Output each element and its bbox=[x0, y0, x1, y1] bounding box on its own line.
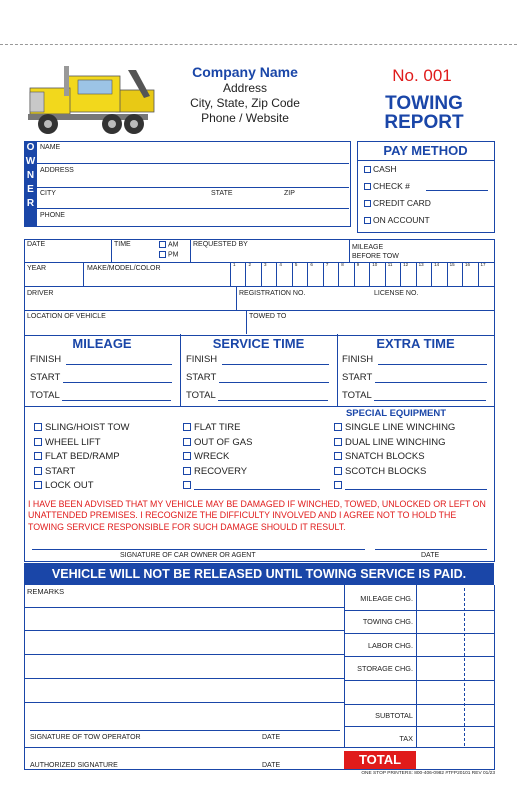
vin-cell[interactable] bbox=[230, 262, 245, 286]
service-checkbox[interactable] bbox=[334, 452, 342, 460]
make-model-label: MAKE/MODEL/COLOR bbox=[87, 265, 161, 272]
registration-label: REGISTRATION NO. bbox=[239, 290, 306, 297]
service-label: RECOVERY bbox=[194, 465, 248, 477]
service-option[interactable] bbox=[334, 451, 425, 462]
mileage-section-title: MILEAGE bbox=[72, 336, 132, 351]
company-phone: Phone / Website bbox=[201, 111, 289, 125]
vin-cell[interactable] bbox=[323, 262, 338, 286]
pay-account[interactable] bbox=[364, 215, 430, 225]
owner-signature-label: SIGNATURE OF CAR OWNER OR AGENT bbox=[120, 552, 256, 559]
vin-cell[interactable] bbox=[416, 262, 431, 286]
vin-number: 3 bbox=[263, 262, 267, 267]
service-label: START bbox=[45, 465, 76, 477]
authorized-date-label: DATE bbox=[262, 762, 281, 769]
owner-state-label: STATE bbox=[211, 190, 233, 197]
blank-checkbox[interactable] bbox=[183, 481, 191, 489]
service-label: SNATCH BLOCKS bbox=[345, 451, 425, 462]
form-title-line1: TOWING bbox=[385, 93, 463, 114]
company-name: Company Name bbox=[192, 64, 298, 80]
vin-cell[interactable] bbox=[385, 262, 400, 286]
service-option[interactable] bbox=[183, 437, 252, 448]
tow-truck-image bbox=[24, 62, 158, 140]
service-option[interactable] bbox=[183, 466, 247, 477]
company-address: Address bbox=[222, 81, 268, 95]
vin-number: 8 bbox=[341, 262, 344, 267]
total-field[interactable]: TOTAL bbox=[342, 390, 372, 401]
total-label: TOTAL bbox=[344, 751, 416, 769]
remarks-label: REMARKS bbox=[27, 587, 65, 596]
vin-cell[interactable] bbox=[307, 262, 322, 286]
requested-by-label: REQUESTED BY bbox=[193, 241, 248, 248]
perforation-line bbox=[0, 44, 517, 45]
vin-number: 5 bbox=[294, 262, 298, 267]
storage-charge-label: STORAGE CHG. bbox=[357, 664, 413, 673]
service-label: DUAL LINE WINCHING bbox=[345, 436, 446, 448]
service-label: OUT OF GAS bbox=[194, 436, 253, 448]
service-checkbox[interactable] bbox=[334, 438, 342, 446]
labor-charge-label: LABOR CHG. bbox=[367, 641, 413, 650]
extra-time-title: EXTRA TIME bbox=[376, 336, 455, 351]
start-field[interactable]: START bbox=[186, 372, 217, 383]
tax-charge-label: TAX bbox=[399, 734, 413, 743]
vin-number: 17 bbox=[480, 262, 486, 267]
vin-number: 1 bbox=[233, 262, 236, 267]
before-tow-text: BEFORE TOW bbox=[352, 253, 399, 260]
check-checkbox[interactable] bbox=[364, 183, 371, 190]
service-checkbox[interactable] bbox=[34, 438, 42, 446]
service-checkbox[interactable] bbox=[334, 423, 342, 431]
service-label: SLING/HOIST TOW bbox=[45, 422, 130, 433]
owner-phone-label: PHONE bbox=[40, 212, 65, 219]
service-label: WRECK bbox=[194, 451, 230, 462]
owner-letter: E bbox=[27, 184, 34, 195]
service-option[interactable] bbox=[183, 422, 240, 433]
service-option[interactable] bbox=[34, 422, 129, 433]
authorized-signature-label: AUTHORIZED SIGNATURE bbox=[30, 762, 118, 769]
service-checkbox[interactable] bbox=[334, 467, 342, 475]
service-checkbox[interactable] bbox=[183, 452, 191, 460]
mileage-before-label bbox=[352, 243, 399, 261]
service-label: SCOTCH BLOCKS bbox=[345, 465, 427, 477]
vin-number: 15 bbox=[449, 262, 455, 267]
vin-number: 12 bbox=[403, 262, 409, 267]
owner-letter: O bbox=[26, 142, 35, 153]
vin-number: 2 bbox=[248, 262, 251, 267]
vin-number: 7 bbox=[325, 262, 329, 267]
service-label: FLAT TIRE bbox=[194, 422, 241, 433]
vin-number: 10 bbox=[372, 262, 378, 267]
finish-field[interactable]: FINISH bbox=[30, 354, 62, 365]
service-checkbox[interactable] bbox=[183, 423, 191, 431]
license-label: LICENSE NO. bbox=[374, 290, 419, 297]
owner-city-label: CITY bbox=[40, 190, 56, 197]
check-label: CHECK # bbox=[373, 181, 410, 191]
service-checkbox[interactable] bbox=[183, 438, 191, 446]
owner-address-label: ADDRESS bbox=[40, 167, 74, 174]
owner-date-label: DATE bbox=[421, 552, 440, 559]
vin-grid bbox=[230, 262, 493, 286]
date-label: DATE bbox=[27, 241, 46, 248]
vin-cell[interactable] bbox=[478, 262, 493, 286]
owner-zip-label: ZIP bbox=[284, 190, 295, 197]
vin-number: 6 bbox=[310, 262, 313, 267]
disclaimer-text: I HAVE BEEN ADVISED THAT MY VEHICLE MAY BE DAMAGED IF WINCHED, TOWED, UNLOCKED OR LEFT ON UNATTENDED PREMISES. I RECOGNIZE THE DIFFICULTY INVOLVED AND I AGREE NOT TO HOLD THE TOWING SERVICE RESPONSIBLE FOR SUCH DAMAGE SHOULD IT RESULT. bbox=[28, 499, 486, 532]
vin-cell[interactable] bbox=[354, 262, 369, 286]
vin-number: 11 bbox=[387, 262, 393, 267]
form-number: No. 001 bbox=[392, 66, 452, 85]
service-checkbox[interactable] bbox=[34, 467, 42, 475]
service-checkbox[interactable] bbox=[34, 423, 42, 431]
finish-field[interactable]: FINISH bbox=[342, 354, 374, 365]
vin-cell[interactable] bbox=[261, 262, 276, 286]
pay-check[interactable] bbox=[364, 181, 410, 191]
towing-charge-label: TOWING CHG. bbox=[362, 617, 413, 626]
form-title bbox=[362, 94, 486, 132]
pm-option[interactable] bbox=[159, 251, 179, 258]
service-option[interactable] bbox=[34, 466, 75, 477]
service-option[interactable] bbox=[334, 422, 455, 433]
owner-letter: N bbox=[26, 170, 35, 181]
pay-credit[interactable] bbox=[364, 198, 431, 208]
vin-cell[interactable] bbox=[369, 262, 384, 286]
form-title-line2: REPORT bbox=[384, 112, 464, 133]
pay-cash[interactable] bbox=[364, 164, 397, 174]
mileage-text: MILEAGE bbox=[352, 244, 384, 251]
service-option[interactable] bbox=[334, 437, 445, 448]
operator-signature-label: SIGNATURE OF TOW OPERATOR bbox=[30, 734, 141, 741]
service-option[interactable] bbox=[34, 480, 94, 491]
service-checkbox[interactable] bbox=[34, 452, 42, 460]
location-label: LOCATION OF VEHICLE bbox=[27, 313, 106, 320]
service-label: SINGLE LINE WINCHING bbox=[345, 422, 456, 433]
vin-cell[interactable] bbox=[447, 262, 462, 286]
vin-number: 14 bbox=[434, 262, 440, 267]
owner-letter: W bbox=[25, 156, 36, 167]
company-block bbox=[170, 64, 320, 125]
vin-number: 4 bbox=[279, 262, 282, 267]
cash-label: CASH bbox=[373, 164, 397, 174]
owner-vertical-label bbox=[24, 141, 37, 226]
time-label: TIME bbox=[114, 241, 131, 248]
vin-cell[interactable] bbox=[400, 262, 415, 286]
service-checkbox[interactable] bbox=[34, 481, 42, 489]
vin-cell[interactable] bbox=[276, 262, 291, 286]
company-city: City, State, Zip Code bbox=[190, 96, 300, 110]
am-label: AM bbox=[168, 241, 179, 249]
vin-number: 13 bbox=[418, 262, 424, 267]
service-label: LOCK OUT bbox=[45, 480, 94, 491]
blank-option[interactable] bbox=[183, 480, 194, 491]
pay-method-title: PAY METHOD bbox=[383, 143, 468, 158]
vin-cell[interactable] bbox=[245, 262, 260, 286]
operator-date-label: DATE bbox=[262, 734, 281, 741]
mileage-charge-label: MILEAGE CHG. bbox=[360, 594, 413, 603]
service-option[interactable] bbox=[334, 466, 426, 477]
finish-field[interactable]: FINISH bbox=[186, 354, 218, 365]
account-label: ON ACCOUNT bbox=[373, 215, 430, 225]
total-field[interactable]: TOTAL bbox=[186, 390, 216, 401]
account-checkbox[interactable] bbox=[364, 217, 371, 224]
credit-checkbox[interactable] bbox=[364, 200, 371, 207]
pm-label: PM bbox=[168, 251, 179, 259]
service-label: WHEEL LIFT bbox=[45, 436, 101, 448]
vin-number: 9 bbox=[356, 262, 360, 267]
driver-label: DRIVER bbox=[27, 290, 54, 297]
vin-cell[interactable] bbox=[292, 262, 307, 286]
blank-option[interactable] bbox=[334, 480, 345, 491]
owner-name-label: NAME bbox=[40, 144, 61, 151]
service-checkbox[interactable] bbox=[183, 467, 191, 475]
start-field[interactable]: START bbox=[342, 372, 373, 383]
service-label: FLAT BED/RAMP bbox=[45, 451, 120, 462]
service-option[interactable] bbox=[34, 437, 101, 448]
vin-cell[interactable] bbox=[431, 262, 446, 286]
owner-letter: R bbox=[26, 198, 35, 209]
subtotal-charge-label: SUBTOTAL bbox=[375, 711, 413, 720]
am-option[interactable] bbox=[159, 241, 179, 248]
credit-label: CREDIT CARD bbox=[373, 198, 431, 208]
special-equipment-title: SPECIAL EQUIPMENT bbox=[345, 408, 447, 419]
am-checkbox[interactable] bbox=[159, 241, 166, 248]
vin-cell[interactable] bbox=[338, 262, 353, 286]
vin-cell[interactable] bbox=[462, 262, 477, 286]
trip-box bbox=[24, 239, 495, 336]
pm-checkbox[interactable] bbox=[159, 251, 166, 258]
service-option[interactable] bbox=[183, 451, 229, 462]
payment-banner: VEHICLE WILL NOT BE RELEASED UNTIL TOWING SERVICE IS PAID. bbox=[24, 563, 494, 585]
service-option[interactable] bbox=[34, 451, 120, 462]
cash-checkbox[interactable] bbox=[364, 166, 371, 173]
towed-to-label: TOWED TO bbox=[249, 313, 287, 320]
footer-text: ONE STOP PRINTERS: 800-406-0982 #TFP20101 REV 01/23 bbox=[361, 771, 495, 776]
start-field[interactable]: START bbox=[30, 372, 61, 383]
year-label: YEAR bbox=[27, 265, 47, 272]
owner-box bbox=[24, 141, 351, 227]
service-time-title: SERVICE TIME bbox=[212, 336, 305, 351]
vin-number: 16 bbox=[465, 262, 471, 267]
blank-checkbox[interactable] bbox=[334, 481, 342, 489]
total-field[interactable]: TOTAL bbox=[30, 390, 60, 401]
